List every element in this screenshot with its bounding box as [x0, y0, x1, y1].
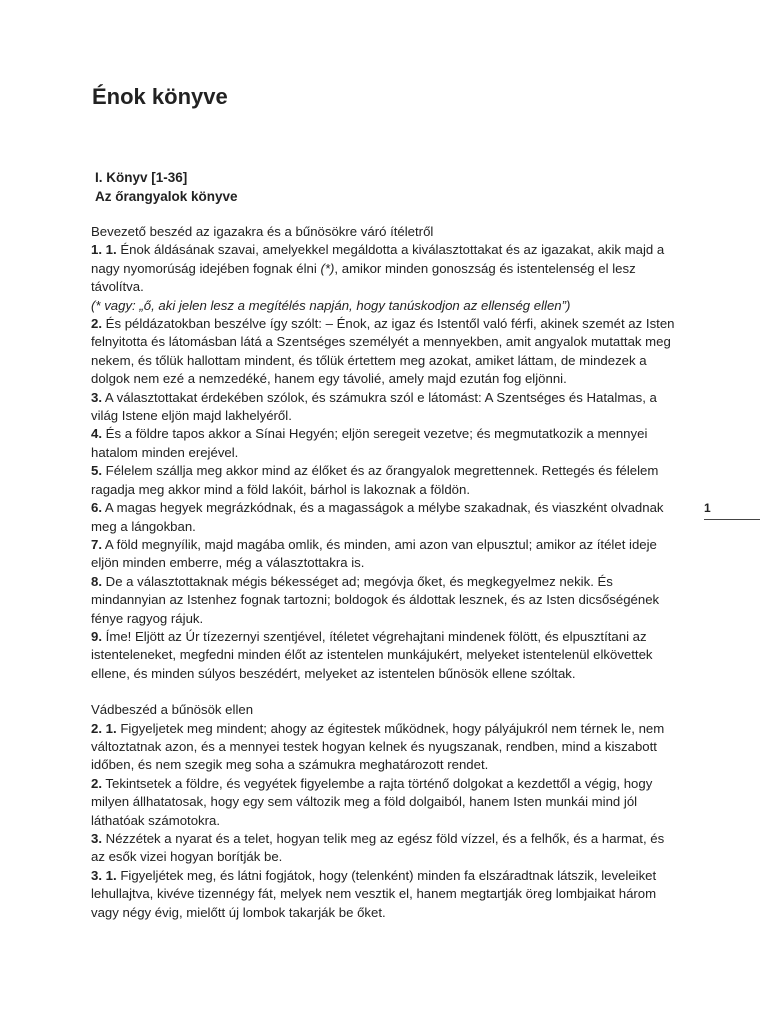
verse-paragraph: [91, 775, 681, 830]
verse-text: Nézzétek a nyarat és a telet, hogyan telik meg az egész föld vízzel, és a felhők, és a harmat, és az esők vizei hogyan borítják be.: [91, 831, 665, 865]
verse-text: És a földre tapos akkor a Sínai Hegyén; eljön seregeit vezetve; és megmutatkozik a mennyei hatalom minden erejével.: [91, 426, 648, 460]
footnote-text: (* vagy: „ő, aki jelen lesz a megítélés napján, hogy tanúskodjon az ellenség ellen”): [91, 297, 571, 313]
page-title: Énok könyve: [92, 84, 228, 109]
verse-paragraph: [91, 720, 681, 775]
verse-text: A föld megnyílik, majd magába omlik, és minden, ami azon van elpusztul; amikor az ítélet ideje eljön minden emberre, még a választottakra is.: [91, 536, 657, 571]
verse-number: 2.: [91, 316, 102, 332]
verse-text: Félelem szállja meg akkor mind az élőket és az őrangyalok megrettennek. Rettegés és félelem ragadja meg akkor mind a föld lakóit, bárhol is lakoznak a földön.: [91, 463, 659, 497]
verse-text: , amikor minden gonoszság és istentelenség el lesz távolítva.: [91, 260, 636, 295]
verse-text: Tekintsetek a földre, és vegyétek figyelembe a rajta történő dolgokat a kezdettől a végig, hogy milyen állhatatosak, hogy egy sem változik meg a föld dolgaiból, hanem Isten munkái mind jól láthatóak számotokra.: [91, 775, 653, 828]
verse-number: 3.: [91, 389, 102, 405]
book-subtitle: Az őrangyalok könyve: [95, 189, 238, 204]
verse-number: 3.: [91, 831, 102, 846]
verse-text: Énok áldásának szavai, amelyekkel megáldotta a kiválasztottakat és az igazakat, akik majd a nagy nyomorúság idejében fognak élni: [91, 242, 665, 276]
verse-text: És példázatokban beszélve így szólt: – Énok, az igaz és Istentől való férfi, akinek szemét az Isten felnyitotta és látomásban látá a Szentséges személyét a mennyekben, amit angyalok mutattak meg nekem, és tőlük hallottam mindent, és tőlük értettem meg azokat, amiket láttam, de mindezek a dolgok nem ezé a nemzedéké, hanem egy távolié, amely majd ezután fog eljönni.: [91, 316, 675, 387]
verse-number: 8.: [91, 573, 102, 589]
verse-paragraph: [91, 462, 681, 499]
verse-paragraph: [91, 389, 681, 426]
verse-number: 6.: [91, 500, 102, 516]
verse-paragraph: [91, 573, 681, 628]
verse-text: Figyeljetek meg mindent; ahogy az égitestek működnek, hogy pályájukról nem térnek le, nem változtatnak azon, és a mennyei testek hogyan kelnek és nyugszanak, rendben, mind a kiszabott időben, és nem szegik meg soha a számukra meghatározott rendet.: [91, 720, 665, 773]
verse-text: Figyeljétek meg, és látni fogjátok, hogy (telenként) minden fa elszáradtnak látszik, leveleiket lehullajtva, kivéve tizennégy fát, melyek nem vesztik el, hanem megtartják öreg lombjaikat három vagy négy évig, mielőtt új lombok takarják be őket.: [91, 867, 657, 920]
verse-text: Íme! Eljött az Úr tízezernyi szentjével, ítéletet végrehajtani mindenek fölött, és elpusztítani az istenteleneket, megfedni minden élőt az istentelen munkájukért, melyeket istentelenül elkövettek ellene, és minden súlyos beszédért, melyeket az istentelen bűnösök ellene szóltak.: [91, 628, 653, 681]
verse-number: 4.: [91, 426, 102, 442]
verse-number: 5.: [91, 463, 102, 479]
section: [91, 701, 681, 922]
verse-number: 7.: [91, 536, 102, 552]
verse-number: 1. 1.: [91, 242, 117, 258]
verse-text: A magas hegyek megrázkódnak, és a magasságok a mélybe szakadnak, és viaszként olvadnak meg a lángokban.: [91, 500, 664, 534]
verse-paragraph: [91, 867, 681, 922]
section-heading: Bevezető beszéd az igazakra és a bűnösökre váró ítéletről: [91, 224, 434, 239]
section-heading: Vádbeszéd a bűnösök ellen: [91, 702, 254, 718]
verse-number: 3. 1.: [91, 867, 117, 883]
verse-paragraph: [91, 425, 681, 462]
section: [91, 223, 681, 683]
page-number-rule: [704, 519, 760, 520]
body-text: [91, 223, 681, 922]
verse-number: 2.: [91, 775, 102, 791]
verse-paragraph: [91, 628, 681, 683]
verse-text: De a választottaknak mégis békességet ad; megóvja őket, és megkegyelmez nekik. És mindannyian az Istenhez fognak tartozni; boldogok és áldottak lesznek, és az Isten dicsőségének fénye ragyog rájuk.: [91, 573, 660, 626]
verse-paragraph: [91, 315, 681, 389]
page-number: 1: [704, 501, 711, 515]
book-number: I. Könyv [1-36]: [95, 170, 188, 185]
verse-paragraph: [91, 241, 681, 296]
footnote-text: (*): [320, 260, 335, 276]
verse-paragraph: [91, 830, 681, 867]
verse-paragraph: [91, 536, 681, 573]
verse-paragraph: [91, 499, 681, 536]
book-heading: [95, 168, 238, 206]
verse-number: 2. 1.: [91, 720, 117, 736]
verse-number: 9.: [91, 628, 102, 644]
verse-text: A választottakat érdekében szólok, és számukra szól e látomást: A Szentséges és Hatalmas, a világ Istene eljön majd lakhelyéről.: [91, 389, 657, 424]
verse-paragraph: [91, 297, 681, 315]
